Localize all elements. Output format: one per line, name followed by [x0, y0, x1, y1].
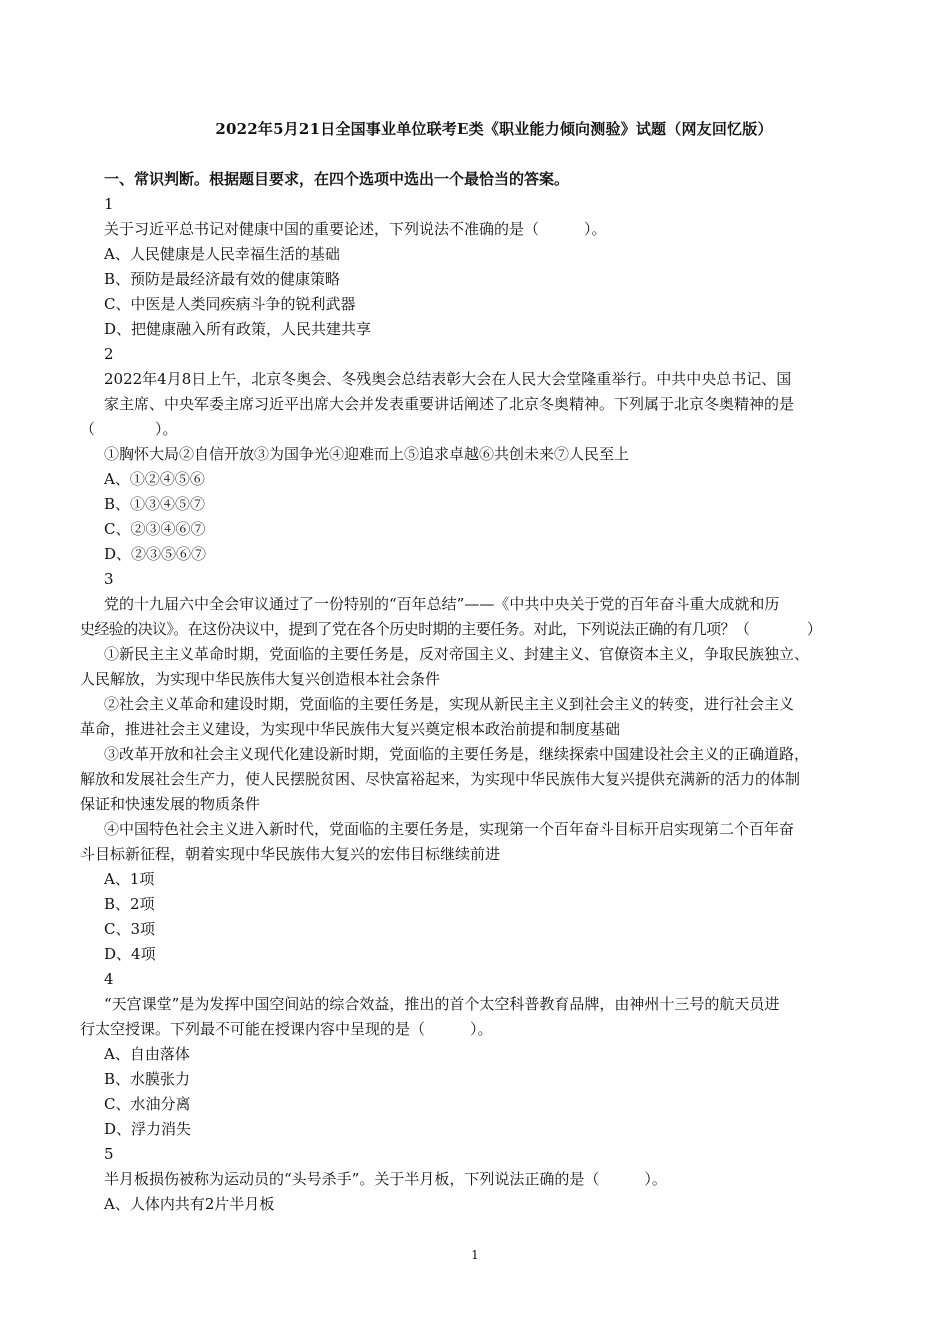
statement-line: ①新民主主义革命时期，党面临的主要任务是，反对帝国主义、封建主义、官僚资本主义，争取民族独立、 — [104, 645, 810, 663]
option: D、②③⑤⑥⑦ — [104, 545, 207, 563]
statement-line: ②社会主义革命和建设时期，党面临的主要任务是，实现从新民主主义到社会主义的转变，进行社会主义 — [104, 695, 795, 713]
question-number: 1 — [104, 195, 114, 213]
option: D、浮力消失 — [104, 1120, 192, 1138]
option: B、2项 — [104, 895, 155, 913]
option: C、中医是人类同疾病斗争的锐利武器 — [104, 295, 356, 313]
question-stem-line: “天宫课堂”是为发挥中国空间站的综合效益，推出的首个太空科普教育品牌，由神州十三号的航天员进 — [104, 995, 780, 1013]
question-stem-line: 行太空授课。下列最不可能在授课内容中呈现的是（ ）。 — [80, 1020, 493, 1038]
option: A、1项 — [104, 870, 155, 888]
statement-line: ③改革开放和社会主义现代化建设新时期，党面临的主要任务是，继续探索中国建设社会主义的正确道路， — [104, 745, 810, 763]
statement-line: 保证和快速发展的物质条件 — [80, 795, 261, 813]
question-stem-line: 家主席、中央军委主席习近平出席大会并发表重要讲话阐述了北京冬奥精神。下列属于北京冬奥精神的是 — [104, 395, 795, 413]
option: B、预防是最经济最有效的健康策略 — [104, 270, 341, 288]
option: A、人民健康是人民幸福生活的基础 — [104, 245, 340, 263]
question-number: 2 — [104, 345, 114, 363]
statement-line: 人民解放，为实现中华民族伟大复兴创造根本社会条件 — [80, 670, 441, 688]
statement-list: ①胸怀大局②自信开放③为国争光④迎难而上⑤追求卓越⑥共创未来⑦人民至上 — [104, 445, 630, 463]
option: A、①②④⑤⑥ — [104, 470, 205, 488]
option: A、自由落体 — [104, 1045, 190, 1063]
question-body — [80, 192, 884, 1217]
statement-line: 革命，推进社会主义建设，为实现中华民族伟大复兴奠定根本政治前提和制度基础 — [80, 720, 621, 738]
statement-line: 斗目标新征程，朝着实现中华民族伟大复兴的宏伟目标继续前进 — [80, 845, 501, 863]
question-number: 3 — [104, 570, 114, 588]
option: C、②③④⑥⑦ — [104, 520, 206, 538]
statement-line: ④中国特色社会主义进入新时代，党面临的主要任务是，实现第一个百年奋斗目标开启实现第二个百年奋 — [104, 820, 795, 838]
option: A、人体内共有2片半月板 — [104, 1195, 275, 1213]
question-stem: 关于习近平总书记对健康中国的重要论述，下列说法不准确的是（ ）。 — [104, 220, 607, 238]
question-stem-line: 2022年4月8日上午，北京冬奥会、冬残奥会总结表彰大会在人民大会堂隆重举行。中共中央总书记、国 — [104, 370, 792, 388]
option: B、①③④⑤⑦ — [104, 495, 206, 513]
section-heading: 一、常识判断。根据题目要求，在四个选项中选出一个最恰当的答案。 — [104, 170, 570, 188]
question-stem-line: 史经验的决议》。在这份决议中，提到了党在各个历史时期的主要任务。对此，下列说法正确的有几项？（ ） — [80, 620, 822, 638]
question-stem-line: 党的十九届六中全会审议通过了一份特别的“百年总结”——《中共中央关于党的百年奋斗重大成就和历 — [104, 595, 780, 613]
statement-line: 解放和发展社会生产力，使人民摆脱贫困、尽快富裕起来，为实现中华民族伟大复兴提供充满新的活力的体制 — [80, 770, 801, 788]
option: C、3项 — [104, 920, 156, 938]
question-number: 5 — [104, 1145, 114, 1163]
option: D、4项 — [104, 945, 156, 963]
question-stem: 半月板损伤被称为运动员的“头号杀手”。关于半月板，下列说法正确的是（ ）。 — [104, 1170, 667, 1188]
question-stem-line: （ ）。 — [80, 420, 178, 438]
option: D、把健康融入所有政策，人民共建共享 — [104, 320, 372, 338]
page-number: 1 — [471, 1248, 479, 1262]
page-title: 2022年5月21日全国事业单位联考E类《职业能力倾向测验》试题（网友回忆版） — [215, 120, 773, 138]
option: B、水膜张力 — [104, 1070, 191, 1088]
question-number: 4 — [104, 970, 114, 988]
option: C、水油分离 — [104, 1095, 191, 1113]
